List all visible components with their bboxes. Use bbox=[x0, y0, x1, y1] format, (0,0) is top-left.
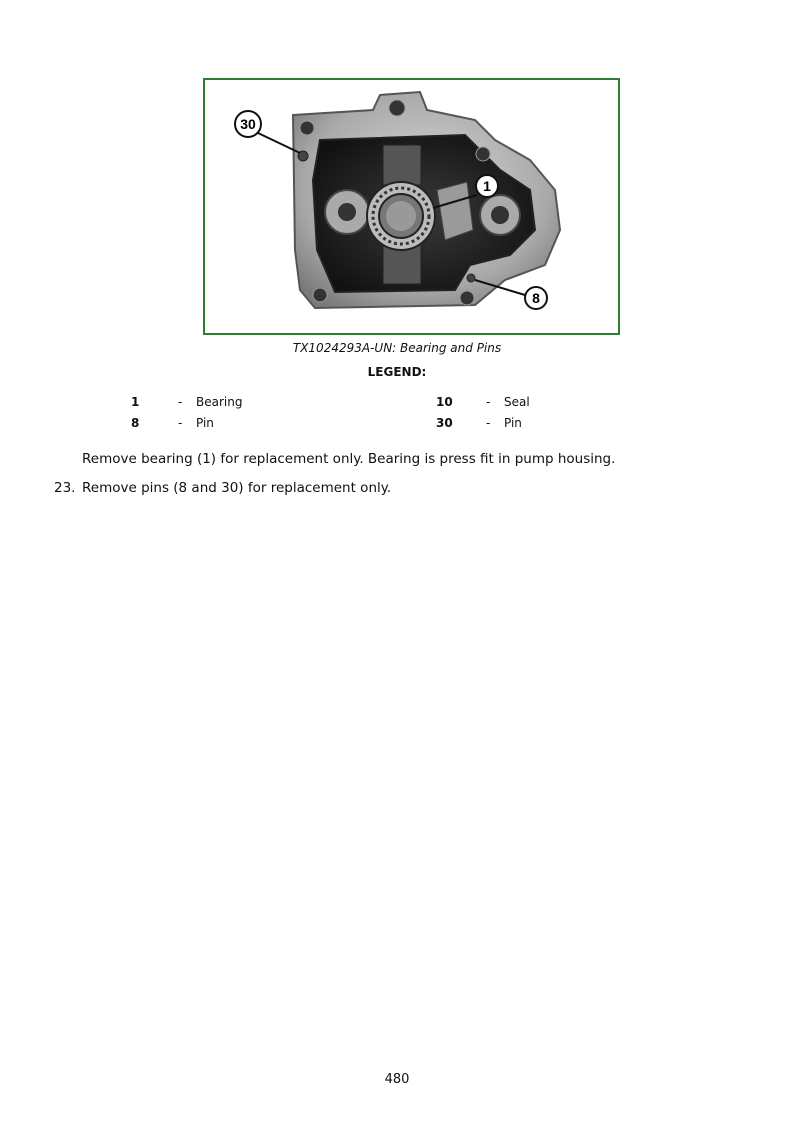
bolt-hole bbox=[460, 291, 474, 305]
legend-dash: - bbox=[178, 395, 183, 409]
legend-label: Pin bbox=[196, 416, 214, 430]
callout-1: 1 bbox=[483, 178, 491, 194]
legend-dash: - bbox=[486, 416, 491, 430]
legend-label: Seal bbox=[504, 395, 530, 409]
bolt-hole bbox=[313, 288, 327, 302]
callout-8: 8 bbox=[532, 290, 540, 306]
step-number: 23. bbox=[54, 480, 76, 496]
instruction-paragraph: Remove bearing (1) for replacement only. Bearing is press fit in pump housing. bbox=[82, 451, 616, 467]
figure-frame bbox=[203, 78, 620, 335]
step-text: Remove pins (8 and 30) for replacement only. bbox=[82, 480, 392, 496]
legend-dash: - bbox=[486, 395, 491, 409]
legend-dash: - bbox=[178, 416, 183, 430]
legend-num: 8 bbox=[131, 416, 140, 430]
legend-title: LEGEND: bbox=[367, 365, 427, 379]
pump-housing-photo bbox=[205, 80, 618, 333]
figure-caption: TX1024293A-UN: Bearing and Pins bbox=[292, 341, 502, 355]
bolt-hole bbox=[476, 147, 490, 161]
legend-num: 30 bbox=[436, 416, 453, 430]
upper-pocket bbox=[383, 145, 421, 185]
legend-label: Pin bbox=[504, 416, 522, 430]
legend-num: 1 bbox=[131, 395, 140, 409]
callout-30: 30 bbox=[240, 116, 256, 132]
legend-label: Bearing bbox=[196, 395, 243, 409]
bolt-hole bbox=[389, 100, 405, 116]
bolt-hole bbox=[300, 121, 314, 135]
legend-num: 10 bbox=[436, 395, 453, 409]
pin-8 bbox=[467, 274, 475, 282]
page-number: 480 bbox=[384, 1072, 410, 1087]
